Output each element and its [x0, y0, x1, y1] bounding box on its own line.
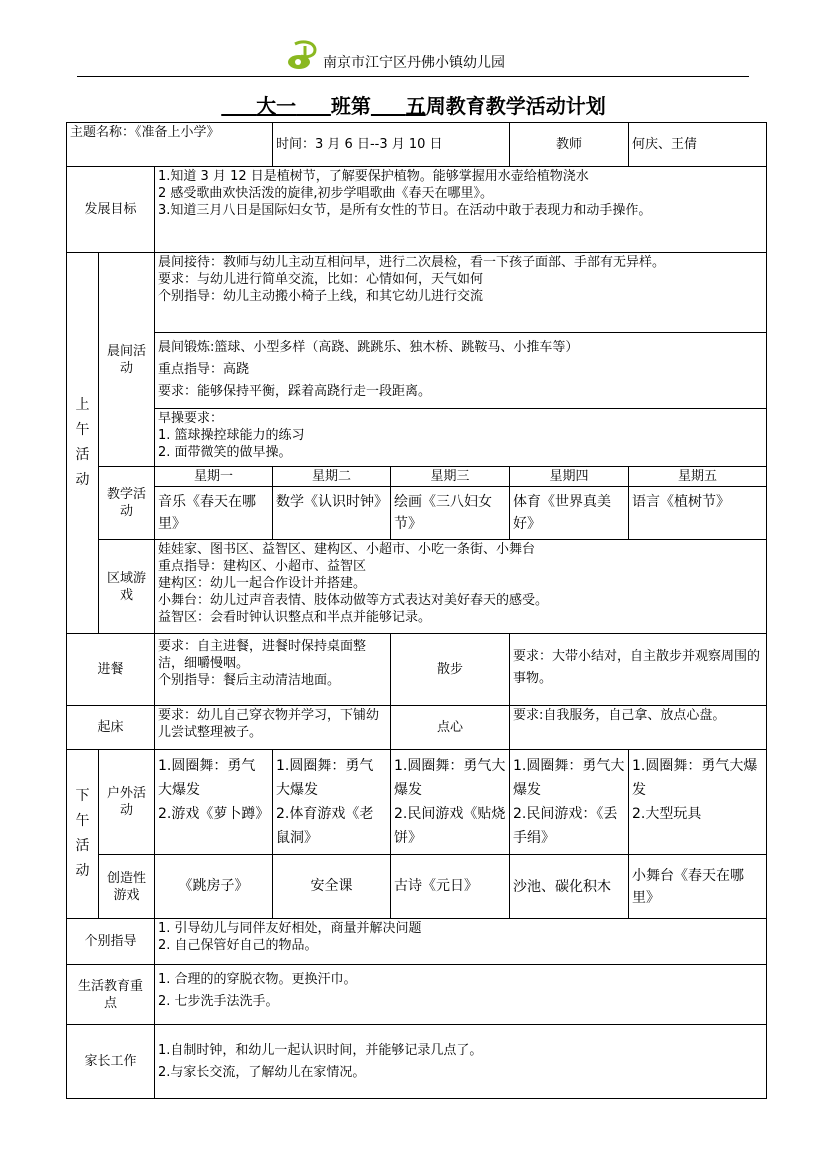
morning-section-label: 上午活动 — [67, 253, 99, 634]
outdoor-cell: 1.圆圈舞：勇气大爆发 2.民间游戏：《丢手绢》 — [510, 750, 629, 855]
individual-content: 1. 引导幼儿与同伴友好相处，商量并解决问题 2. 自己保管好自己的物品。 — [155, 919, 767, 965]
title-end: 周教育教学活动计划 — [425, 94, 606, 118]
goal-item: 2 感受歌曲欢快活泼的旋律,初步学唱歌曲《春天在哪里》。 — [158, 186, 494, 201]
outdoor-label: 户外活动 — [99, 750, 155, 855]
creative-cell: 《跳房子》 — [155, 855, 273, 919]
area-content: 娃娃家、图书区、益智区、建构区、小超市、小吃一条街、小舞台 重点指导：建构区、小超市、益智区 建构区：幼儿一起合作设计并搭建。 小舞台：幼儿过声音表情、肢体动做等方式表达对美好春天的感受。 益智区：会看时钟认识整点和半点并能够记录。 — [155, 540, 767, 634]
teaching-cell: 语言《植树节》 — [629, 487, 767, 540]
theme-cell: 主题名称：《准备上小学》 — [67, 123, 273, 167]
snack-label: 点心 — [391, 706, 510, 750]
meal-content: 要求：自主进餐，进餐时保持桌面整洁，细嚼慢咽。 个别指导：餐后主动清洁地面。 — [155, 634, 391, 706]
parents-content: 1.自制时钟，和幼儿一起认识时间，并能够记录几点了。 2.与家长交流，了解幼儿在家情况。 — [155, 1025, 767, 1099]
parents-label: 家长工作 — [67, 1025, 155, 1099]
title-mid: 班第 — [330, 94, 371, 118]
creative-cell: 小舞台《春天在哪里》 — [629, 855, 767, 919]
teaching-cell: 体育《世界真美好》 — [510, 487, 629, 540]
teacher-label: 教师 — [510, 123, 629, 167]
goals-label: 发展目标 — [67, 167, 155, 253]
teaching-cell: 绘画《三八妇女节》 — [391, 487, 510, 540]
creative-cell: 安全课 — [273, 855, 391, 919]
creative-cell: 古诗《元日》 — [391, 855, 510, 919]
afternoon-section-label: 下午活动 — [67, 750, 99, 919]
kindergarten-logo-icon — [285, 40, 319, 72]
teacher-names: 何庆、王倩 — [629, 123, 767, 167]
teaching-cell: 数学《认识时钟》 — [273, 487, 391, 540]
meal-label: 进餐 — [67, 634, 155, 706]
page-header — [77, 40, 749, 77]
title-class: 大一 — [256, 94, 297, 118]
time-cell: 时间：3 月 6 日--3 月 10 日 — [273, 123, 510, 167]
weekday-header: 星期一 — [155, 467, 273, 487]
walk-label: 散步 — [391, 634, 510, 706]
weekday-header: 星期二 — [273, 467, 391, 487]
outdoor-cell: 1.圆圈舞：勇气大爆发 2.大型玩具 — [629, 750, 767, 855]
weekday-header: 星期三 — [391, 467, 510, 487]
outdoor-cell: 1.圆圈舞：勇气大爆发 2.游戏《萝卜蹲》 — [155, 750, 273, 855]
page-title — [0, 90, 827, 119]
life-label: 生活教育重 点 — [67, 965, 155, 1025]
life-content: 1. 合理的的穿脱衣物。更换汗巾。 2. 七步洗手法洗手。 — [155, 965, 767, 1025]
chenjian-label: 晨间活动 — [99, 253, 155, 467]
weekday-header: 星期五 — [629, 467, 767, 487]
title-week: 五 — [405, 94, 426, 118]
school-name: 南京市江宁区丹佛小镇幼儿园 — [323, 55, 505, 71]
plan-table — [66, 122, 767, 1099]
goal-item: 3.知道三月八日是国际妇女节，是所有女性的节日。在活动中敢于表现力和动手操作。 — [158, 203, 652, 218]
wakeup-label: 起床 — [67, 706, 155, 750]
reception-content: 晨间接待：教师与幼儿主动互相问早，进行二次晨检，看一下孩子面部、手部有无异样。 要求：与幼儿进行简单交流，比如：心情如何，天气如何 个别指导：幼儿主动搬小椅子上线，和其它幼儿进行交流 — [155, 253, 767, 333]
outdoor-cell: 1.圆圈舞：勇气大爆发 2.民间游戏《贴烧饼》 — [391, 750, 510, 855]
teaching-label: 教学活动 — [99, 467, 155, 540]
exercise-content: 晨间锻炼:篮球、小型多样（高跷、跳跳乐、独木桥、跳鞍马、小推车等） 重点指导：高跷 要求：能够保持平衡，踩着高跷行走一段距离。 — [155, 333, 767, 409]
weekday-header: 星期四 — [510, 467, 629, 487]
wakeup-content: 要求：幼儿自己穿衣物并学习，下铺幼儿尝试整理被子。 — [155, 706, 391, 750]
zaocao-content: 早操要求： 1. 篮球操控球能力的练习 2. 面带微笑的做早操。 — [155, 409, 767, 467]
teaching-cell: 音乐《春天在哪里》 — [155, 487, 273, 540]
individual-label: 个别指导 — [67, 919, 155, 965]
outdoor-cell: 1.圆圈舞：勇气大爆发 2.体育游戏《老鼠洞》 — [273, 750, 391, 855]
goals-content — [155, 167, 767, 253]
snack-content: 要求:自我服务，自己拿、放点心盘。 — [510, 706, 767, 750]
goal-item: 1.知道 3 月 12 日是植树节，了解要保护植物。能够掌握用水壶给植物浇水 — [158, 169, 589, 184]
creative-cell: 沙池、碳化积木 — [510, 855, 629, 919]
creative-label: 创造性游戏 — [99, 855, 155, 919]
walk-content: 要求：大带小结对，自主散步并观察周围的事物。 — [510, 634, 767, 706]
area-label: 区域游戏 — [99, 540, 155, 634]
